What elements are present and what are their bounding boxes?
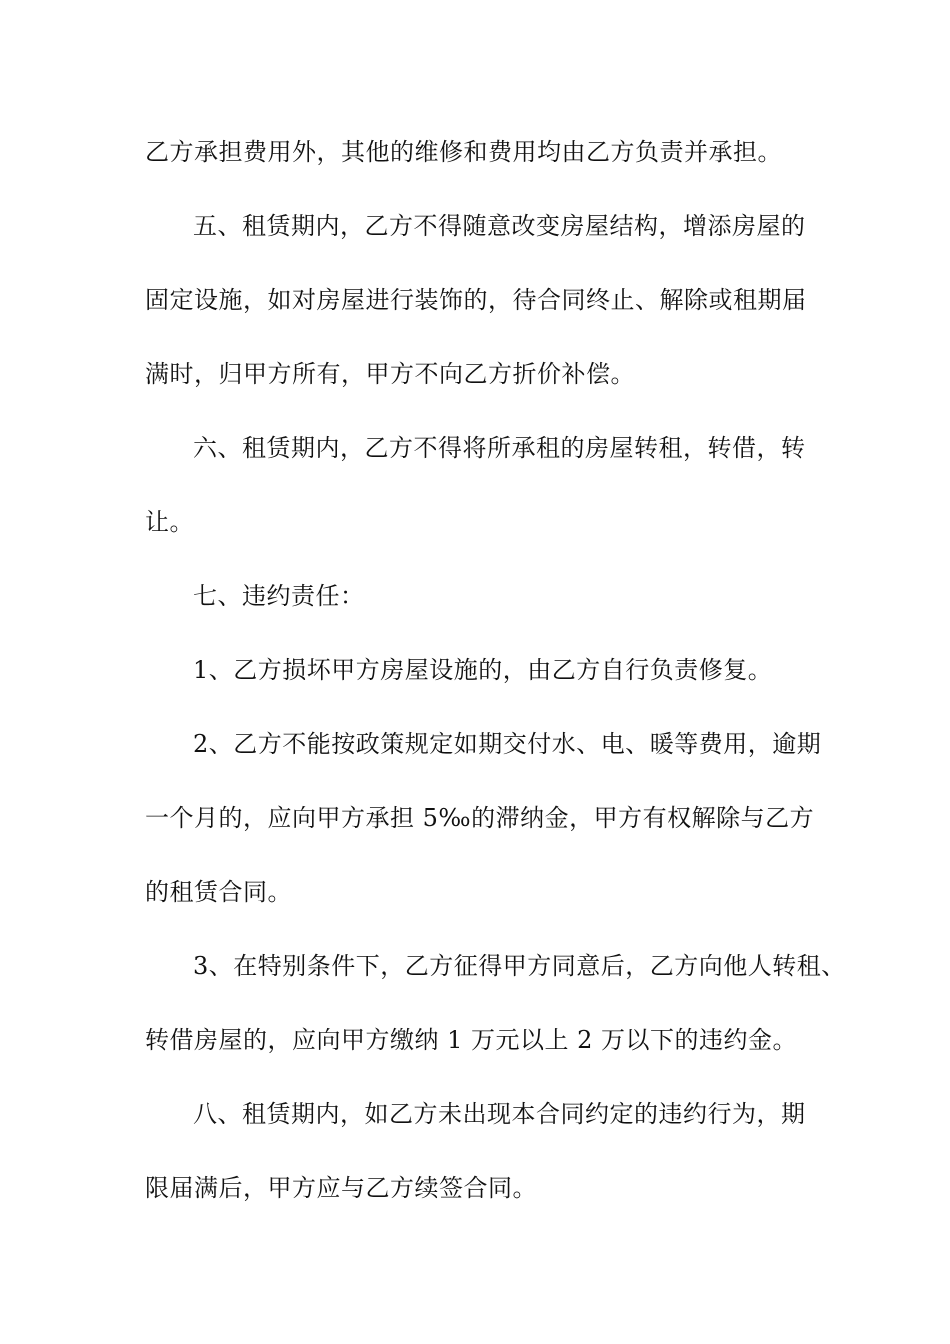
paragraph-line: 满时，归甲方所有，甲方不向乙方折价补偿。 xyxy=(145,360,635,388)
paragraph-line: 固定设施，如对房屋进行装饰的，待合同终止、解除或租期届 xyxy=(145,286,807,314)
clause-eight-line: 八、租赁期内，如乙方未出现本合同约定的违约行为，期 xyxy=(193,1100,806,1128)
paragraph-line: 乙方承担费用外，其他的维修和费用均由乙方负责并承担。 xyxy=(145,138,782,166)
subclause-one-line: 1、乙方损坏甲方房屋设施的，由乙方自行负责修复。 xyxy=(193,656,773,684)
clause-six-line: 六、租赁期内，乙方不得将所承租的房屋转租，转借，转 xyxy=(193,434,806,462)
clause-five-line: 五、租赁期内，乙方不得随意改变房屋结构，增添房屋的 xyxy=(193,212,806,240)
paragraph-line: 限届满后，甲方应与乙方续签合同。 xyxy=(145,1174,537,1202)
document-body xyxy=(145,128,846,1238)
paragraph-line: 的租赁合同。 xyxy=(145,878,292,906)
paragraph-line: 让。 xyxy=(145,508,194,536)
paragraph-line: 一个月的，应向甲方承担 5‰的滞纳金，甲方有权解除与乙方 xyxy=(145,804,815,832)
subclause-two-line: 2、乙方不能按政策规定如期交付水、电、暖等费用，逾期 xyxy=(193,730,822,758)
subclause-three-line: 3、在特别条件下，乙方征得甲方同意后，乙方向他人转租、 xyxy=(193,952,846,980)
paragraph-line: 转借房屋的，应向甲方缴纳 1 万元以上 2 万以下的违约金。 xyxy=(145,1026,798,1054)
clause-seven-heading: 七、违约责任： xyxy=(193,582,365,610)
